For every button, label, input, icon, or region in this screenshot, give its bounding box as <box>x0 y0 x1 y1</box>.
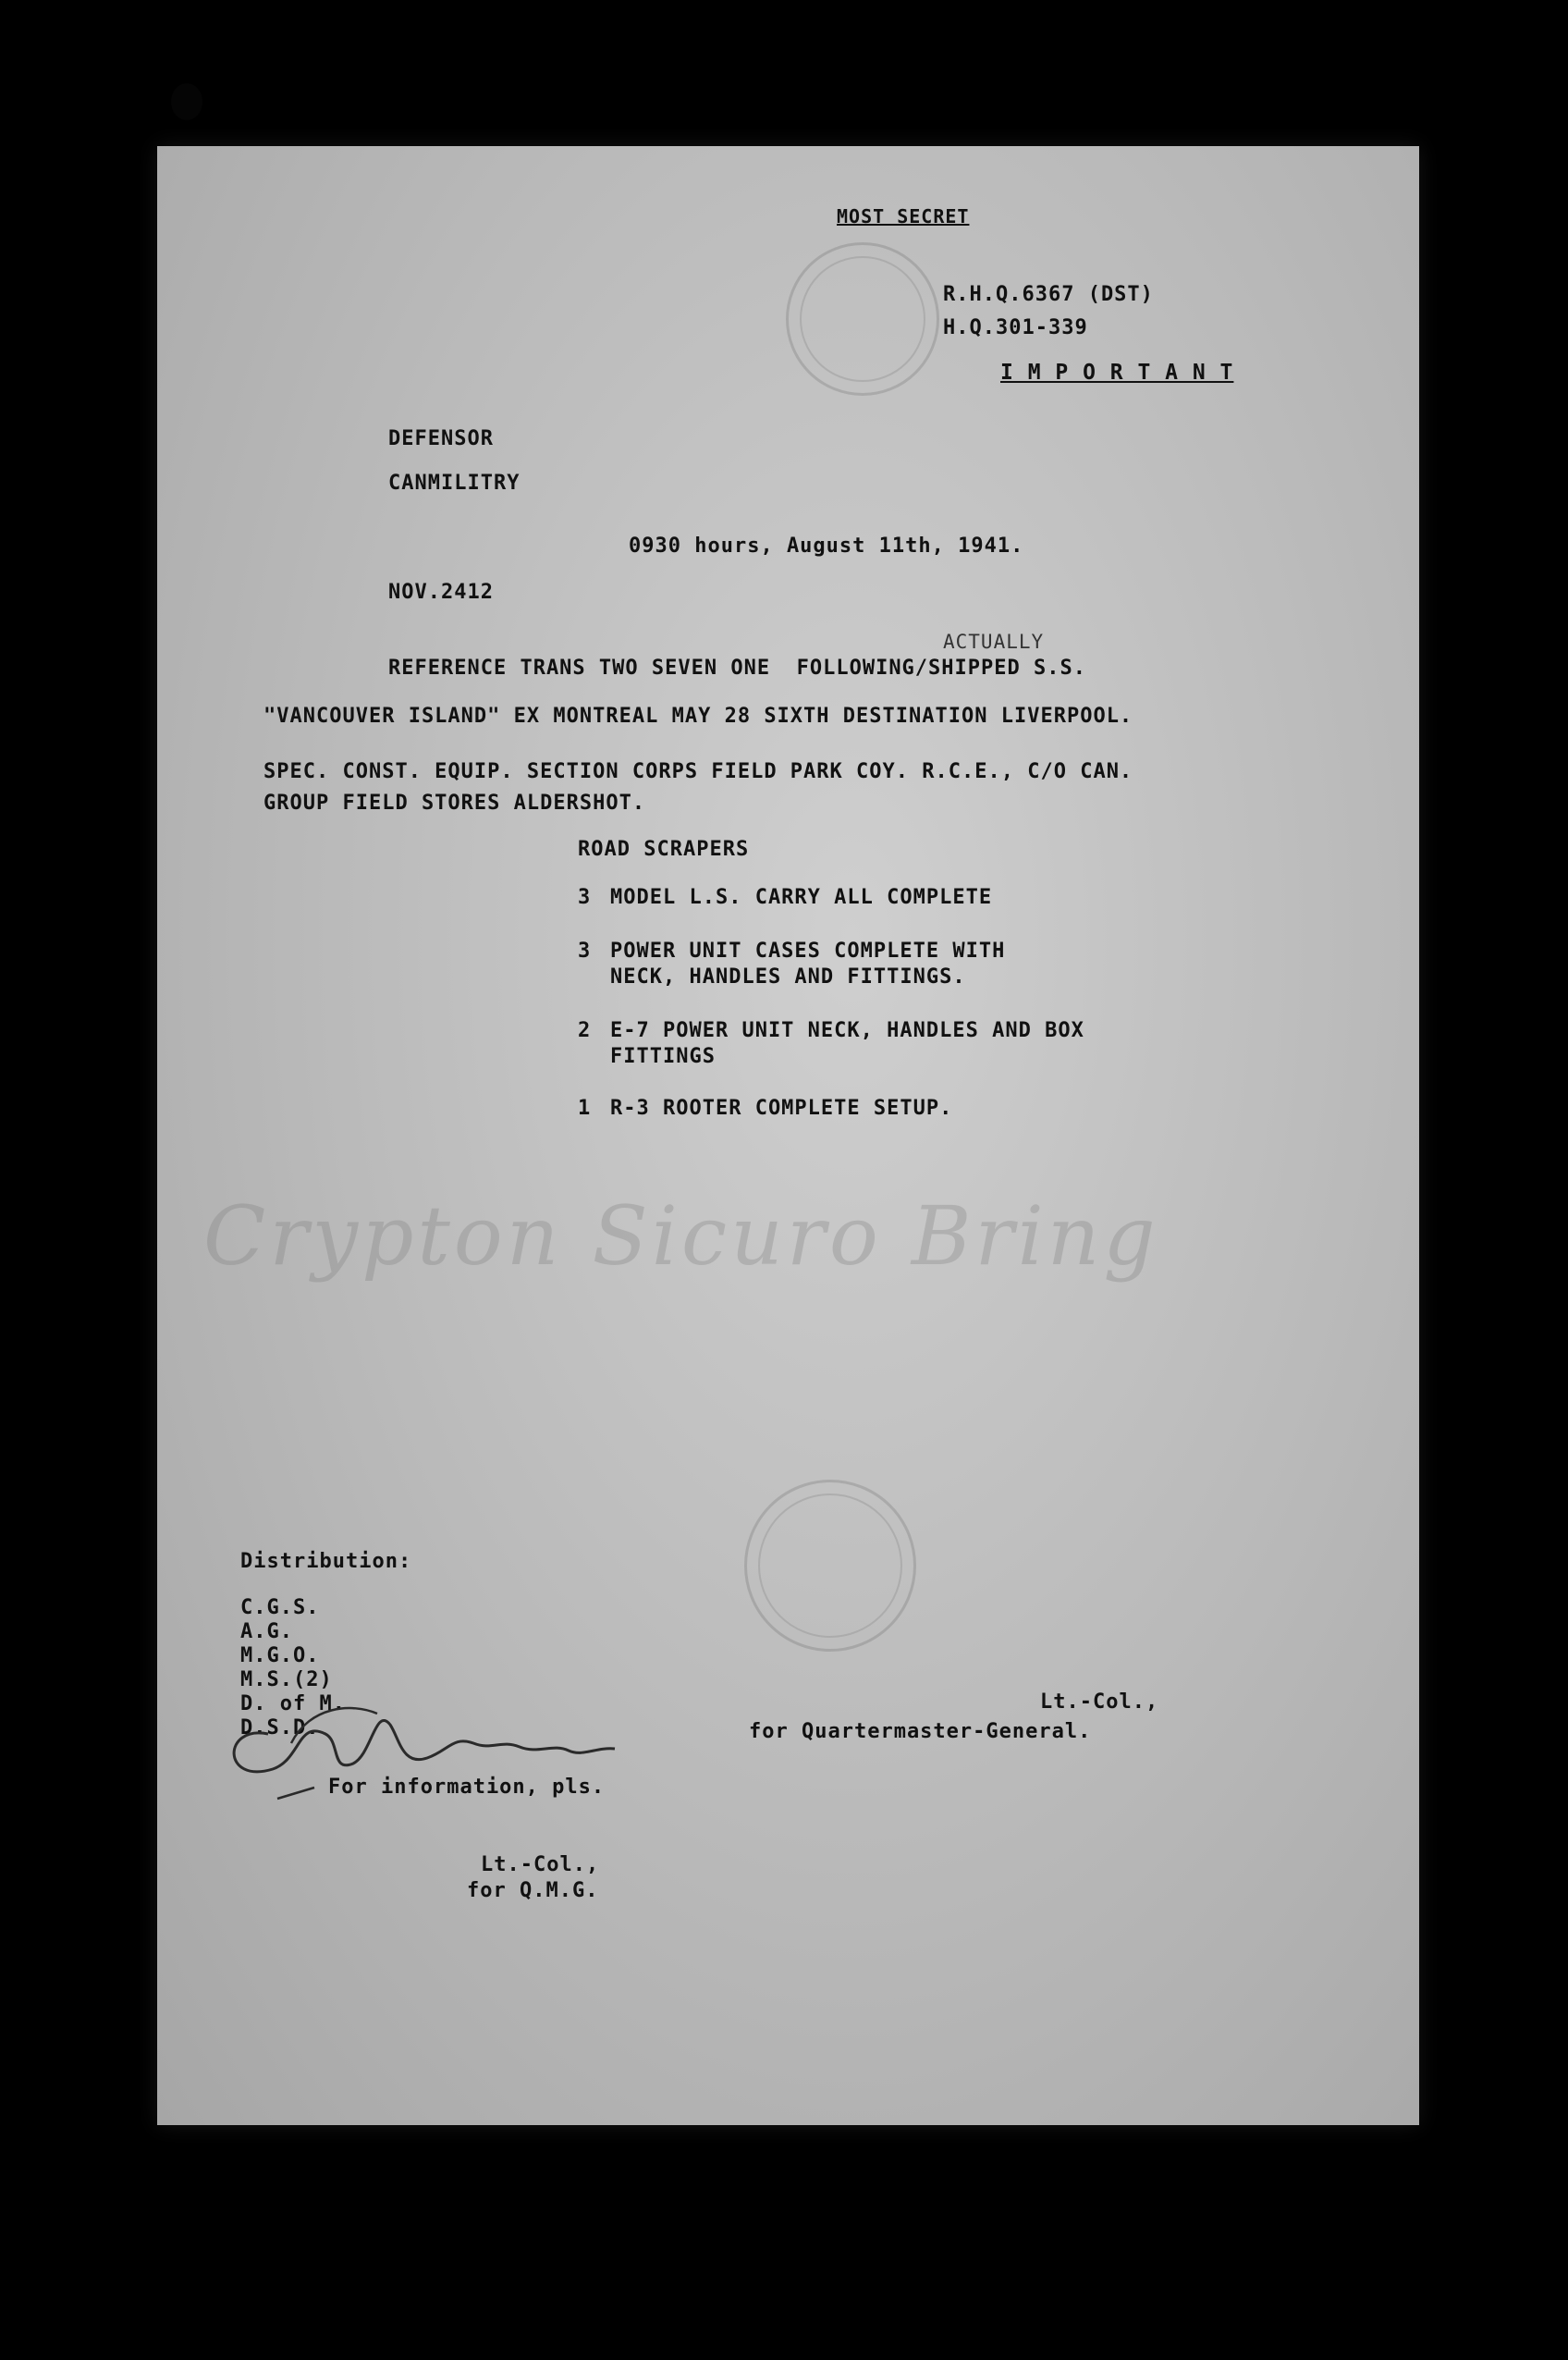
distribution-heading: Distribution: <box>240 1550 412 1573</box>
watermark-text: Crypton Sicuro Bring <box>203 1188 1159 1284</box>
classification-label: MOST SECRET <box>837 205 970 227</box>
body-line-3: SPEC. CONST. EQUIP. SECTION CORPS FIELD PARK COY. R.C.E., C/O CAN. <box>263 760 1133 783</box>
note-for: for Q.M.G. <box>467 1879 599 1902</box>
reference-number-2: H.Q.301-339 <box>943 316 1088 339</box>
document-page <box>157 146 1419 2125</box>
punch-hole <box>171 83 202 120</box>
item-3-line-1: E-7 POWER UNIT NECK, HANDLES AND BOX <box>610 1019 1084 1042</box>
distribution-item: M.G.O. <box>240 1644 320 1667</box>
date-time: 0930 hours, August 11th, 1941. <box>629 535 1024 558</box>
body-line-1: REFERENCE TRANS TWO SEVEN ONE FOLLOWING/SHIPPED S.S. <box>388 657 1086 680</box>
item-2-qty: 3 <box>578 940 592 963</box>
body-line-4: GROUP FIELD STORES ALDERSHOT. <box>263 792 646 815</box>
item-3-qty: 2 <box>578 1019 592 1042</box>
priority-label: I M P O R T A N T <box>1000 361 1234 385</box>
reference-number-1: R.H.Q.6367 (DST) <box>943 283 1154 306</box>
message-number: NOV.2412 <box>388 581 494 604</box>
sender: CANMILITRY <box>388 472 521 495</box>
signature-for: for Quartermaster-General. <box>749 1720 1092 1743</box>
item-1-qty: 3 <box>578 886 592 909</box>
item-3-line-2: FITTINGS <box>610 1045 716 1068</box>
embossed-seal-top <box>786 242 939 396</box>
handwritten-signature <box>83 1669 638 1817</box>
signature-rank: Lt.-Col., <box>1040 1690 1159 1714</box>
distribution-item: A.G. <box>240 1620 293 1643</box>
handwritten-insertion: ACTUALLY <box>943 631 1045 653</box>
items-heading: ROAD SCRAPERS <box>578 838 750 861</box>
distribution-item: C.G.S. <box>240 1596 320 1619</box>
note-rank: Lt.-Col., <box>481 1853 600 1876</box>
embossed-seal-bottom <box>744 1480 916 1652</box>
item-1-line-1: MODEL L.S. CARRY ALL COMPLETE <box>610 886 993 909</box>
item-2-line-2: NECK, HANDLES AND FITTINGS. <box>610 965 966 989</box>
item-4-qty: 1 <box>578 1097 592 1120</box>
body-line-2: "VANCOUVER ISLAND" EX MONTREAL MAY 28 SIXTH DESTINATION LIVERPOOL. <box>263 705 1133 728</box>
addressee: DEFENSOR <box>388 427 494 450</box>
info-note: For information, pls. <box>328 1776 606 1799</box>
distribution-item: D. of M. <box>240 1692 346 1715</box>
item-4-line-1: R-3 ROOTER COMPLETE SETUP. <box>610 1097 953 1120</box>
item-2-line-1: POWER UNIT CASES COMPLETE WITH <box>610 940 1006 963</box>
distribution-item: D.S.D. <box>240 1716 320 1739</box>
distribution-item: M.S.(2) <box>240 1668 333 1691</box>
